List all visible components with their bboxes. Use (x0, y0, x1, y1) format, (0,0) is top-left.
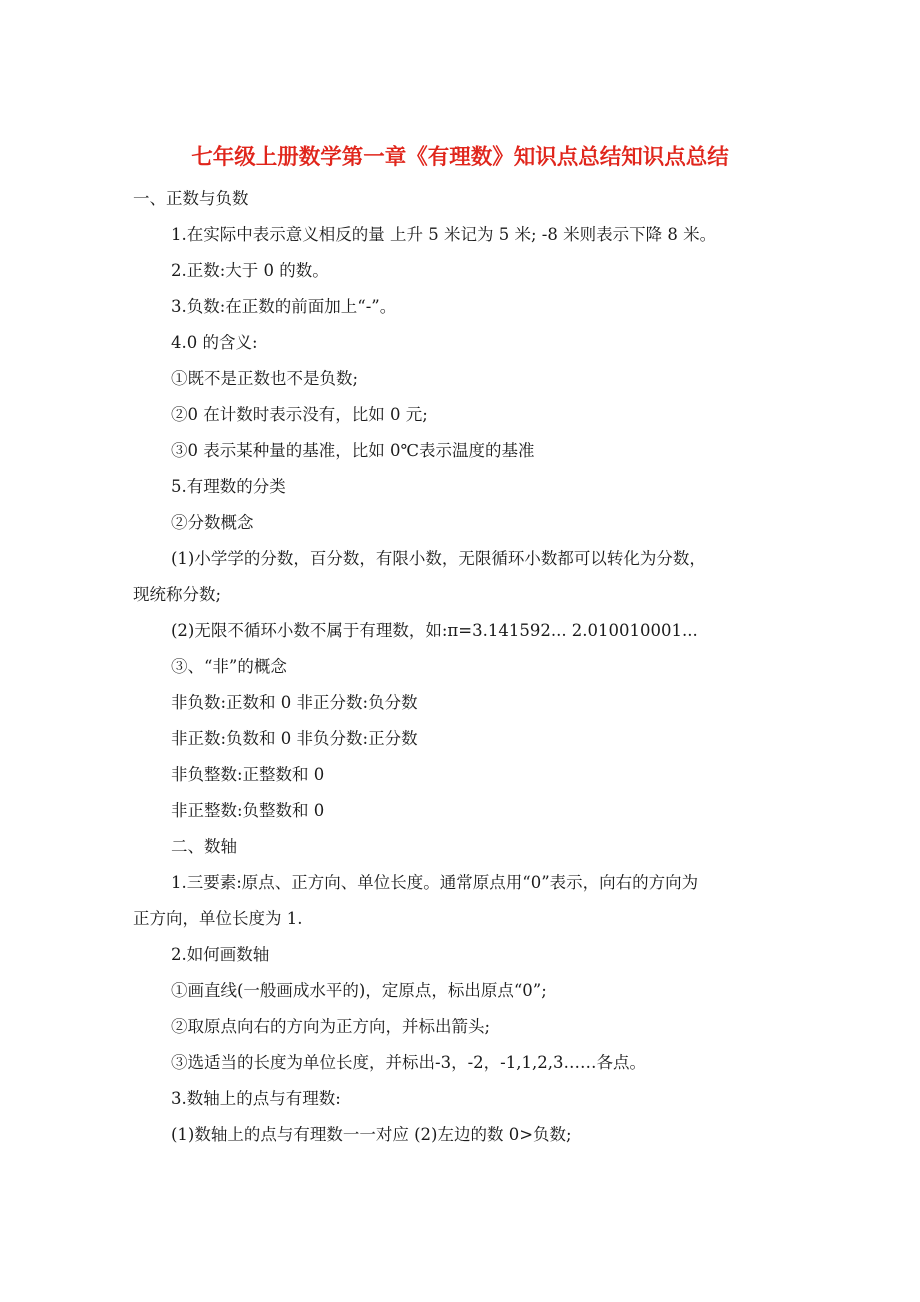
text-line: ①画直线(一般画成水平的)，定原点，标出原点“0”; (171, 981, 547, 1000)
section-heading: 二、数轴 (171, 837, 237, 856)
text-line: 1.三要素:原点、正方向、单位长度。通常原点用“0”表示，向右的方向为 (171, 873, 699, 892)
text-line: 非正整数:负整数和 0 (171, 801, 325, 820)
section-heading: 一、正数与负数 (133, 189, 249, 208)
text-line: (1)数轴上的点与有理数一一对应 (2)左边的数 0>负数; (171, 1125, 572, 1144)
text-line: 1.在实际中表示意义相反的量 上升 5 米记为 5 米; -8 米则表示下降 8 米。 (171, 225, 717, 244)
text-line: (2)无限不循环小数不属于有理数，如:π=3.141592... 2.010010001... (171, 621, 698, 640)
text-line: 非负整数:正整数和 0 (171, 765, 325, 784)
text-line: 3.数轴上的点与有理数: (171, 1089, 341, 1108)
text-line: ②分数概念 (171, 513, 254, 532)
text-line-continued: 现统称分数; (133, 585, 222, 604)
text-line: 2.正数:大于 0 的数。 (171, 261, 329, 280)
text-line-continued: 正方向，单位长度为 1. (133, 909, 303, 928)
text-line: 非负数:正数和 0 非正分数:负分数 (171, 693, 418, 712)
text-line: 5.有理数的分类 (171, 477, 286, 496)
text-line: 3.负数:在正数的前面加上“-”。 (171, 297, 397, 316)
text-line: 2.如何画数轴 (171, 945, 270, 964)
document-title: 七年级上册数学第一章《有理数》知识点总结知识点总结 (191, 145, 729, 170)
text-line: ③0 表示某种量的基准，比如 0℃表示温度的基准 (171, 441, 535, 460)
text-line: 非正数:负数和 0 非负分数:正分数 (171, 729, 418, 748)
text-line: ①既不是正数也不是负数; (171, 369, 359, 388)
text-line: ③选适当的长度为单位长度，并标出-3，-2，-1,1,2,3……各点。 (171, 1053, 646, 1072)
text-line: ②取原点向右的方向为正方向，并标出箭头; (171, 1017, 491, 1036)
text-line: (1)小学学的分数，百分数，有限小数，无限循环小数都可以转化为分数， (171, 549, 706, 568)
text-line: ③、“非”的概念 (171, 657, 287, 676)
text-line: ②0 在计数时表示没有，比如 0 元; (171, 405, 428, 424)
text-line: 4.0 的含义: (171, 333, 258, 352)
